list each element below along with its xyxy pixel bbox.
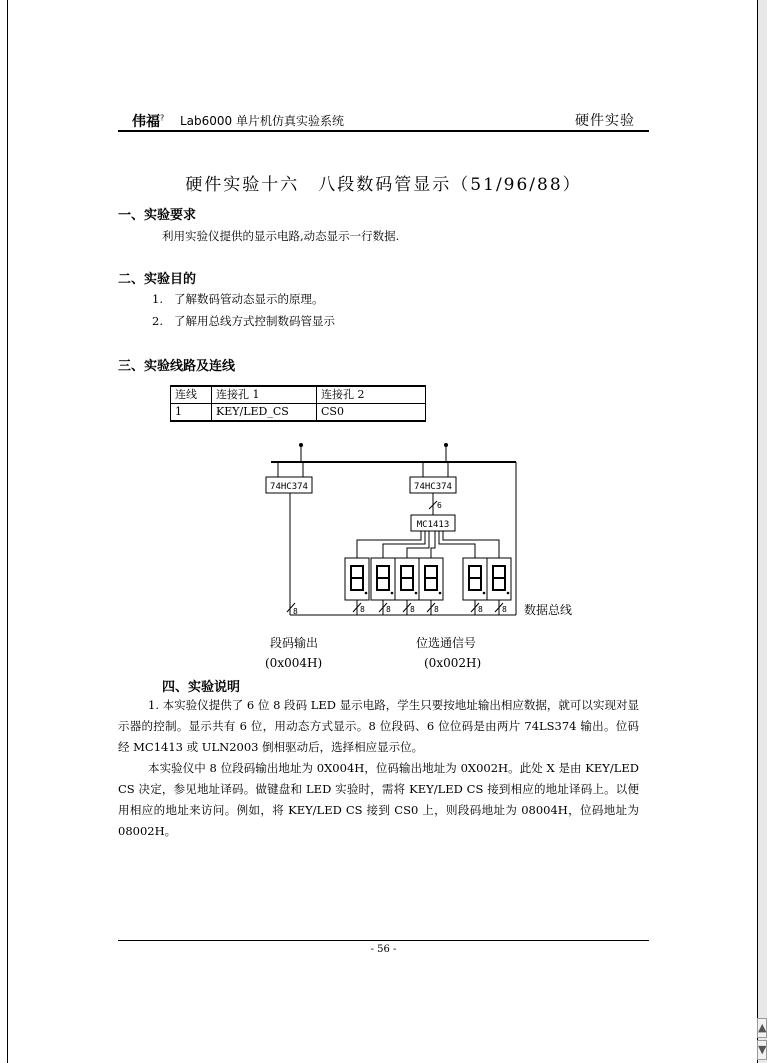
seven-segment-display-group: [345, 558, 511, 615]
bus-width-label: 8: [360, 605, 365, 614]
chip-label: 74HC374: [270, 482, 308, 492]
decimal-point: [439, 592, 442, 595]
bus-width-label: 8: [502, 605, 507, 614]
page-number: - 56 -: [370, 944, 397, 955]
bus-width-label: 8: [434, 605, 439, 614]
decimal-point: [415, 592, 418, 595]
brand-logo: 伟福?: [132, 113, 165, 130]
paragraph: 1. 本实验仪提供了 6 位 8 段码 LED 显示电路，学生只要按地址输出相应数据，就可以实现对显示器的控制。显示共有 6 位，用动态方式显示。8 位段码、6 位位码是由两片 74LS374 输出。位码经 MC1413 或 ULN2003 倒相驱动后，选择相应显示位。: [118, 698, 639, 754]
table-header-cell: 连接孔 2: [317, 386, 426, 404]
header-title: Lab6000 单片机仿真实验系统: [180, 114, 345, 128]
digit-select-label: 位选通信号: [416, 636, 477, 650]
scroll-up-button[interactable]: [757, 1018, 767, 1038]
chip-label: MC1413: [416, 520, 450, 530]
digit-address: (0x002H): [424, 656, 482, 670]
chip-label: 74HC374: [414, 482, 452, 492]
paragraph: 本实验仪中 8 位段码输出地址为 0X004H，位码输出地址为 0X002H。此处 X 是由 KEY/LED CS 决定，参见地址译码。做键盘和 LED 实验时，需将 KEY/LED CS 接到相应的地址译码上。以便用相应的地址来访问。例如，将 KEY/LED CS 接到 CS0 上，则段码地址为 08004H，位码地址为 08002H。: [118, 761, 639, 838]
table-cell: KEY/LED_CS: [212, 404, 317, 422]
scrollbar-track[interactable]: [758, 0, 767, 1063]
data-bus-label: 数据总线: [524, 603, 573, 617]
bus-width-label: 8: [293, 607, 298, 616]
decimal-point: [483, 592, 486, 595]
segment-address: (0x004H): [265, 656, 323, 670]
table-row: [171, 404, 426, 422]
requirements-text: 利用实验仪提供的显示电路,动态显示一行数据.: [162, 229, 400, 243]
section-heading-purpose: 二、实验目的: [118, 272, 197, 287]
arrow-up-icon: ▲: [758, 1021, 767, 1034]
header-section: 硬件实验: [575, 113, 635, 129]
bus-width-label: 8: [386, 605, 391, 614]
list-item: 1. 了解数码管动态显示的原理。: [152, 292, 324, 306]
bus-width-label: 8: [410, 605, 415, 614]
wiring-table: [170, 385, 426, 422]
table-cell: CS0: [317, 404, 426, 422]
scroll-down-button[interactable]: [757, 1040, 767, 1060]
bus-width-label: 8: [478, 605, 483, 614]
decimal-point: [365, 592, 368, 595]
decimal-point: [391, 592, 394, 595]
table-header-cell: 连接孔 1: [212, 386, 317, 404]
section-heading-notes: 四、实验说明: [162, 680, 241, 695]
footer-rule: [118, 940, 649, 941]
table-header-cell: 连线: [171, 386, 212, 404]
arrow-down-icon: ▼: [758, 1043, 767, 1056]
header-rule: [118, 130, 649, 132]
decimal-point: [507, 592, 510, 595]
table-cell: 1: [171, 404, 212, 422]
section-heading-requirements: 一、实验要求: [118, 208, 197, 223]
section-heading-wiring: 三、实验线路及连线: [118, 359, 236, 374]
digit-select-lines: [357, 531, 499, 558]
page-title: 硬件实验十六 八段数码管显示（51/96/88）: [185, 175, 582, 195]
running-header: [118, 108, 649, 130]
segment-output-label: 段码输出: [270, 636, 319, 650]
page-left-border: [7, 0, 8, 1063]
list-item: 2. 了解用总线方式控制数码管显示: [152, 314, 335, 328]
driver-width-label: 6: [437, 501, 442, 510]
